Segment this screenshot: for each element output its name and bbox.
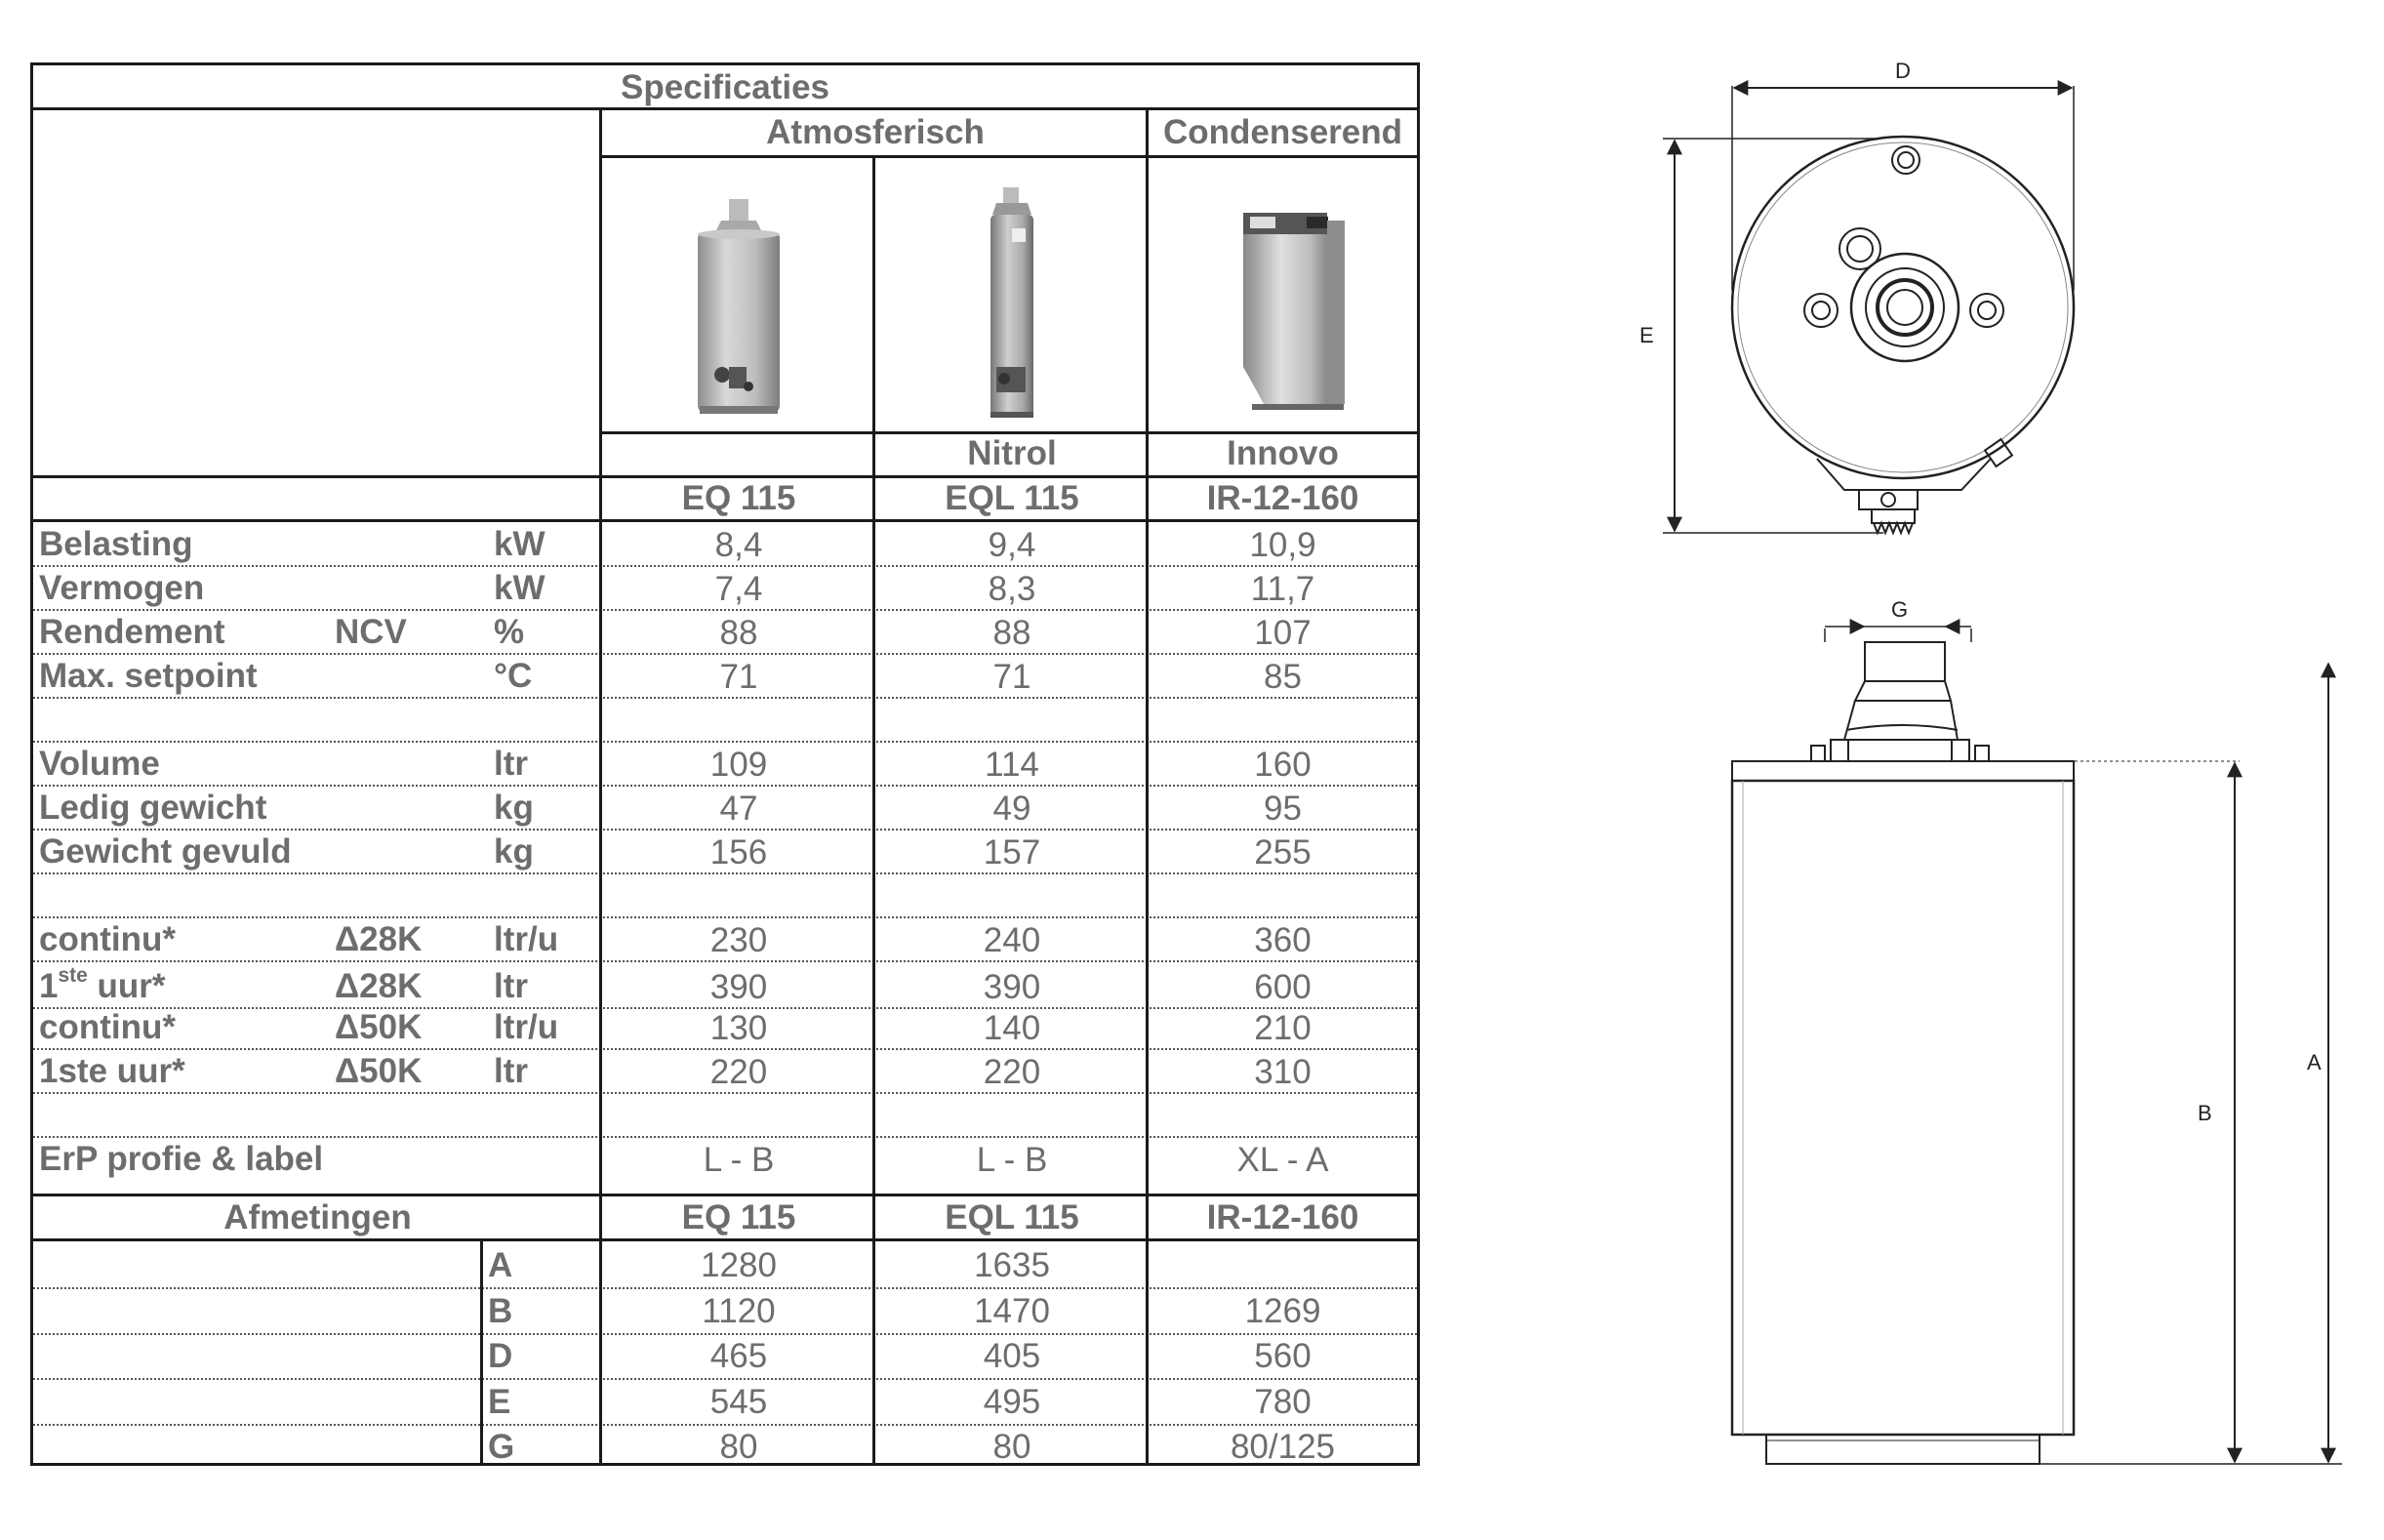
row-label: Rendement	[39, 613, 225, 651]
row-divider	[33, 741, 1417, 743]
dimension-value: 80	[719, 1428, 758, 1466]
row-value	[875, 704, 1149, 739]
row-value: 360	[1254, 921, 1312, 959]
row-value	[875, 1099, 1149, 1134]
row-divider	[33, 1048, 1417, 1050]
row-value: 8,4	[714, 526, 763, 564]
row-condition	[335, 527, 481, 562]
row-value	[875, 879, 1149, 914]
row-value: L - B	[703, 1141, 775, 1179]
dimension-value: 780	[1254, 1383, 1312, 1421]
row-label: ErP profie & label	[39, 1140, 324, 1178]
row-unit: ltr	[494, 745, 528, 783]
row-value	[602, 1099, 875, 1134]
row-divider	[33, 653, 1417, 655]
row-unit	[494, 1142, 596, 1177]
row-value: 47	[719, 790, 758, 828]
row-unit: %	[494, 613, 525, 651]
row-value: 11,7	[1250, 570, 1315, 608]
row-condition: Δ28K	[335, 920, 423, 958]
row-condition	[335, 703, 481, 738]
row-value: L - B	[976, 1141, 1048, 1179]
dim-label-g: G	[1891, 597, 1909, 622]
row-divider	[33, 872, 1417, 874]
dimension-value: 80/125	[1230, 1428, 1336, 1466]
row-label	[39, 878, 351, 913]
group-condenserend: Condenserend	[1162, 113, 1403, 151]
row-value: 95	[1264, 790, 1302, 828]
row-value: 71	[719, 658, 758, 696]
dim-model-ir12160: IR-12-160	[1206, 1198, 1359, 1236]
dimension-value: 1280	[701, 1246, 777, 1284]
row-value: XL - A	[1236, 1141, 1329, 1179]
model-eql115: EQL 115	[945, 479, 1079, 517]
row-label: Volume	[39, 745, 160, 783]
row-value	[602, 704, 875, 739]
dimension-value: 405	[983, 1337, 1041, 1375]
dim-label-e: E	[1639, 323, 1654, 347]
dimension-value: 1635	[974, 1246, 1050, 1284]
row-condition: NCV	[335, 613, 407, 651]
row-condition: Δ50K	[335, 1052, 423, 1090]
brand-eq115	[602, 436, 875, 471]
row-unit	[494, 878, 596, 913]
dimension-value: 80	[992, 1428, 1031, 1466]
row-divider	[33, 565, 1417, 567]
row-value: 220	[983, 1053, 1041, 1091]
row-value: 109	[709, 746, 768, 784]
row-condition	[335, 878, 481, 913]
row-value: 71	[992, 658, 1031, 696]
dimension-divider	[33, 1378, 1417, 1380]
dimension-key: B	[488, 1292, 513, 1330]
row-value: 390	[983, 968, 1041, 1006]
row-label	[39, 1098, 351, 1133]
row-value	[602, 879, 875, 914]
row-divider	[33, 1092, 1417, 1094]
row-divider	[33, 1136, 1417, 1138]
row-divider	[33, 916, 1417, 918]
row-unit: ltr	[494, 1052, 528, 1090]
row-value: 157	[983, 833, 1041, 871]
technical-drawing	[1639, 57, 2381, 1481]
row-label: Gewicht gevuld	[39, 832, 292, 871]
dimension-value: 495	[983, 1383, 1041, 1421]
row-label-superscript: ste	[58, 964, 88, 987]
row-value: 130	[709, 1009, 768, 1047]
row-unit: °C	[494, 657, 533, 695]
row-label: Max. setpoint	[39, 657, 258, 695]
row-value: 310	[1254, 1053, 1312, 1091]
dimension-value: 1120	[702, 1292, 776, 1330]
dimension-divider	[33, 1424, 1417, 1426]
row-unit: kW	[494, 569, 545, 607]
dimension-key: A	[488, 1246, 513, 1284]
dim-label-a: A	[2307, 1050, 2322, 1074]
row-value: 220	[709, 1053, 768, 1091]
brand-eql115: Nitrol	[967, 434, 1057, 472]
dimension-divider	[33, 1333, 1417, 1335]
row-condition: Δ28K	[335, 967, 423, 1005]
row-divider	[33, 785, 1417, 787]
row-label: Ledig gewicht	[39, 789, 267, 827]
product-image-eq115	[602, 158, 875, 431]
drawing-svg	[1639, 57, 2381, 1481]
row-label: 1ste uur*	[39, 1052, 185, 1090]
row-label	[39, 703, 351, 738]
row-divider	[33, 960, 1417, 962]
product-image-eql115	[875, 158, 1149, 431]
row-value: 114	[985, 746, 1039, 784]
row-condition	[335, 790, 481, 826]
row-unit: kW	[494, 525, 545, 563]
row-value: 88	[992, 614, 1031, 652]
dimension-value: 560	[1254, 1337, 1312, 1375]
dimension-key: D	[488, 1337, 513, 1375]
row-unit: kg	[494, 789, 534, 827]
row-value: 160	[1254, 746, 1312, 784]
row-condition	[335, 1142, 481, 1177]
row-condition	[335, 747, 481, 782]
row-label: Vermogen	[39, 569, 205, 607]
row-label: continu*	[39, 920, 176, 958]
row-value: 255	[1254, 833, 1312, 871]
row-divider	[33, 609, 1417, 611]
row-value: 49	[992, 790, 1031, 828]
dim-label-d: D	[1895, 59, 1911, 83]
row-value	[1149, 704, 1417, 739]
row-condition	[335, 1098, 481, 1133]
row-divider	[33, 829, 1417, 831]
row-value: 9,4	[988, 526, 1036, 564]
row-value: 156	[709, 833, 768, 871]
dimension-value: 465	[709, 1337, 768, 1375]
dimension-value	[1149, 1248, 1417, 1283]
row-value: 107	[1254, 614, 1312, 652]
row-value	[1149, 879, 1417, 914]
row-label-part: 1	[39, 967, 59, 1005]
dimensions-title: Afmetingen	[223, 1198, 412, 1236]
row-condition: Δ50K	[335, 1008, 423, 1046]
row-value: 600	[1254, 968, 1312, 1006]
dim-label-b: B	[2198, 1101, 2212, 1125]
row-divider	[33, 697, 1417, 699]
row-value: 85	[1264, 658, 1302, 696]
row-value: 8,3	[988, 570, 1036, 608]
model-ir12160: IR-12-160	[1206, 479, 1359, 517]
dimension-key: E	[488, 1383, 511, 1421]
row-unit: kg	[494, 832, 534, 871]
row-value: 7,4	[714, 570, 763, 608]
dim-model-eql115: EQL 115	[945, 1198, 1079, 1236]
product-image-ir12160	[1149, 158, 1417, 431]
row-value: 140	[983, 1009, 1041, 1047]
row-label	[39, 964, 351, 1005]
row-unit: ltr/u	[494, 1008, 559, 1046]
row-label: Belasting	[39, 525, 193, 563]
row-value: 88	[719, 614, 758, 652]
dimension-divider	[33, 1287, 1417, 1289]
table-title: Specificaties	[621, 68, 829, 106]
dimension-value: 545	[709, 1383, 768, 1421]
row-label-part: uur*	[87, 967, 166, 1005]
row-condition	[335, 571, 481, 606]
row-unit	[494, 1098, 596, 1133]
row-value: 210	[1254, 1009, 1312, 1047]
group-atmosferisch: Atmosferisch	[766, 113, 985, 151]
row-value: 10,9	[1249, 526, 1316, 564]
dimension-value: 1269	[1244, 1292, 1321, 1330]
row-value	[1149, 1099, 1417, 1134]
row-label: continu*	[39, 1008, 176, 1046]
specifications-table	[30, 62, 1420, 1466]
row-unit: ltr/u	[494, 920, 559, 958]
model-eq115: EQ 115	[681, 479, 796, 517]
row-value: 230	[709, 921, 768, 959]
row-unit	[494, 703, 596, 738]
dim-model-eq115: EQ 115	[681, 1198, 796, 1236]
row-value: 240	[983, 921, 1041, 959]
dimension-key: G	[488, 1428, 515, 1466]
dimension-value: 1470	[974, 1292, 1050, 1330]
row-condition	[335, 834, 481, 870]
brand-ir12160: Innovo	[1227, 434, 1339, 472]
row-unit: ltr	[494, 967, 528, 1005]
row-value: 390	[709, 968, 768, 1006]
row-condition	[335, 659, 481, 694]
